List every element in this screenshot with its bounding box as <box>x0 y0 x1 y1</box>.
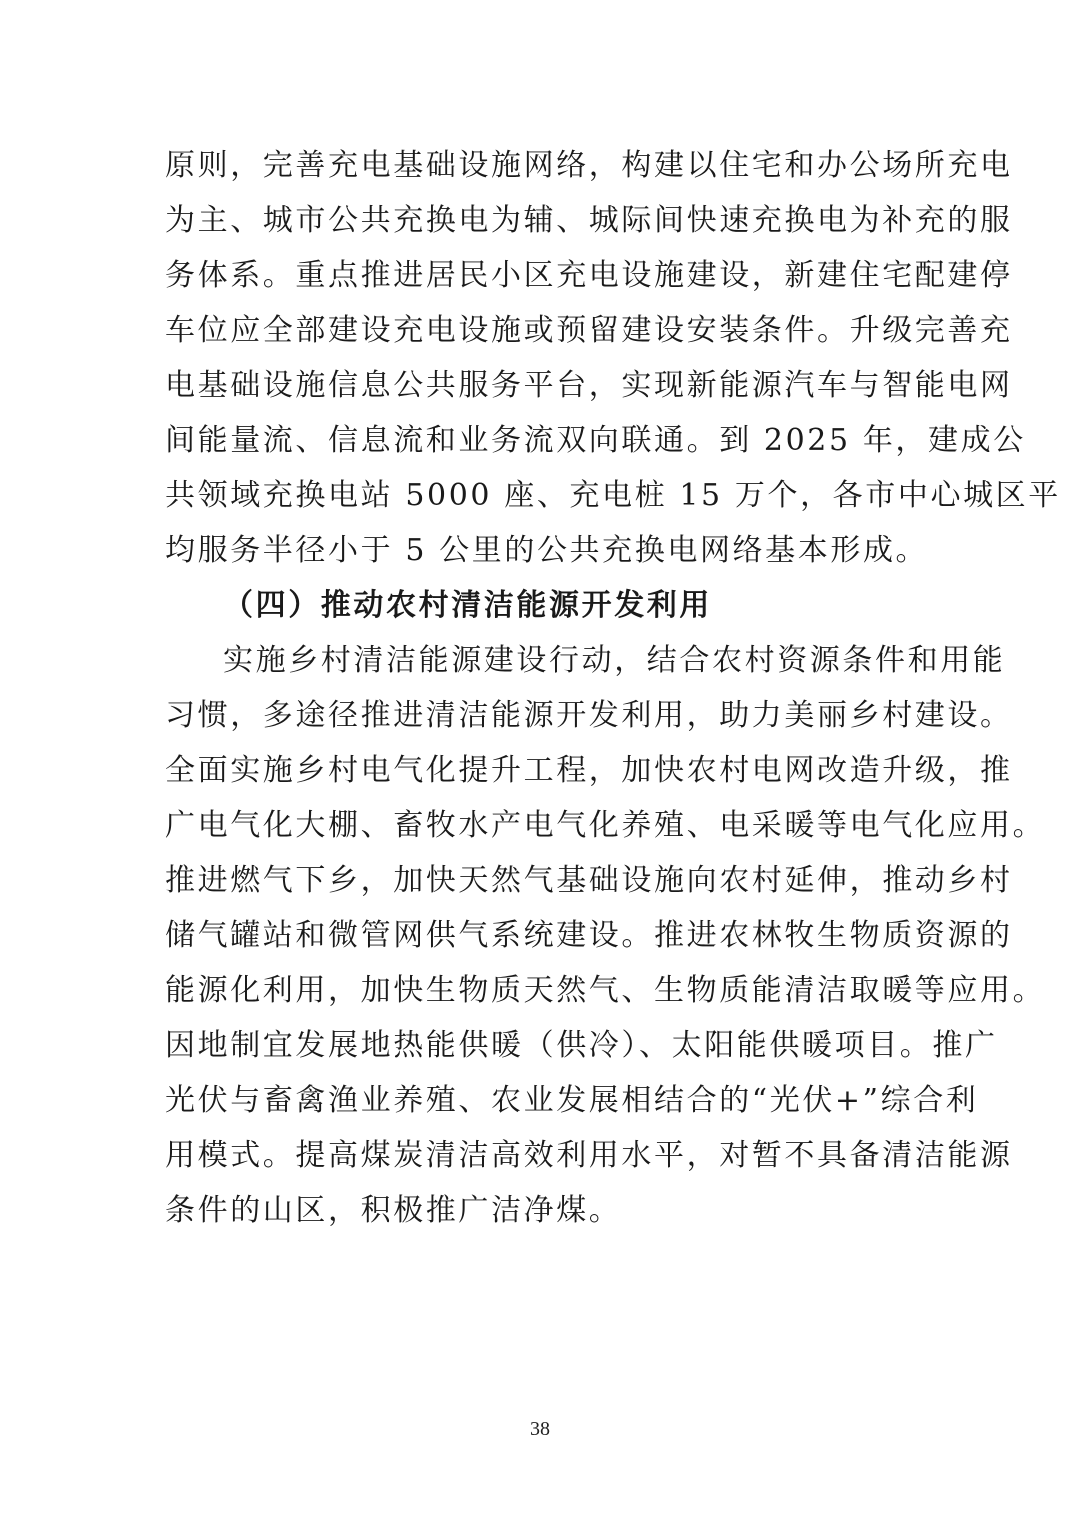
paragraph-line: 光伏与畜禽渔业养殖、农业发展相结合的“光伏+”综合利 <box>165 1083 979 1118</box>
paragraph-line: 原则，完善充电基础设施网络，构建以住宅和办公场所充电 <box>165 148 1013 183</box>
section-heading: （四）推动农村清洁能源开发利用 <box>223 588 712 623</box>
paragraph-line: 用模式。提高煤炭清洁高效利用水平，对暂不具备清洁能源 <box>165 1138 1013 1173</box>
paragraph-line: 共领域充换电站 5000 座、充电桩 15 万个，各市中心城区平 <box>165 478 1061 513</box>
paragraph-line: 务体系。重点推进居民小区充电设施建设，新建住宅配建停 <box>165 258 1013 293</box>
paragraph-line: 电基础设施信息公共服务平台，实现新能源汽车与智能电网 <box>165 368 1013 403</box>
paragraph-charging-infrastructure <box>165 138 1061 1238</box>
paragraph-line: 全面实施乡村电气化提升工程，加快农村电网改造升级，推 <box>165 753 1013 788</box>
page-number: 38 <box>530 1418 550 1440</box>
paragraph-line: 储气罐站和微管网供气系统建设。推进农林牧生物质资源的 <box>165 918 1013 953</box>
paragraph-line: 条件的山区，积极推广洁净煤。 <box>165 1193 622 1228</box>
paragraph-line: 习惯，多途径推进清洁能源开发利用，助力美丽乡村建设。 <box>165 698 1013 733</box>
paragraph-line: 间能量流、信息流和业务流双向联通。到 2025 年，建成公 <box>165 423 1026 458</box>
paragraph-line: 推进燃气下乡，加快天然气基础设施向农村延伸，推动乡村 <box>165 863 1013 898</box>
paragraph-line: 车位应全部建设充电设施或预留建设安装条件。升级完善充 <box>165 313 1013 348</box>
paragraph-line: 均服务半径小于 5 公里的公共充换电网络基本形成。 <box>165 533 929 568</box>
paragraph-line: 广电气化大棚、畜牧水产电气化养殖、电采暖等电气化应用。 <box>165 808 1046 843</box>
paragraph-line: 实施乡村清洁能源建设行动，结合农村资源条件和用能 <box>223 643 1006 678</box>
paragraph-line: 能源化利用，加快生物质天然气、生物质能清洁取暖等应用。 <box>165 973 1046 1008</box>
paragraph-line: 因地制宜发展地热能供暖（供冷）、太阳能供暖项目。推广 <box>165 1028 998 1063</box>
paragraph-line: 为主、城市公共充换电为辅、城际间快速充换电为补充的服 <box>165 203 1013 238</box>
